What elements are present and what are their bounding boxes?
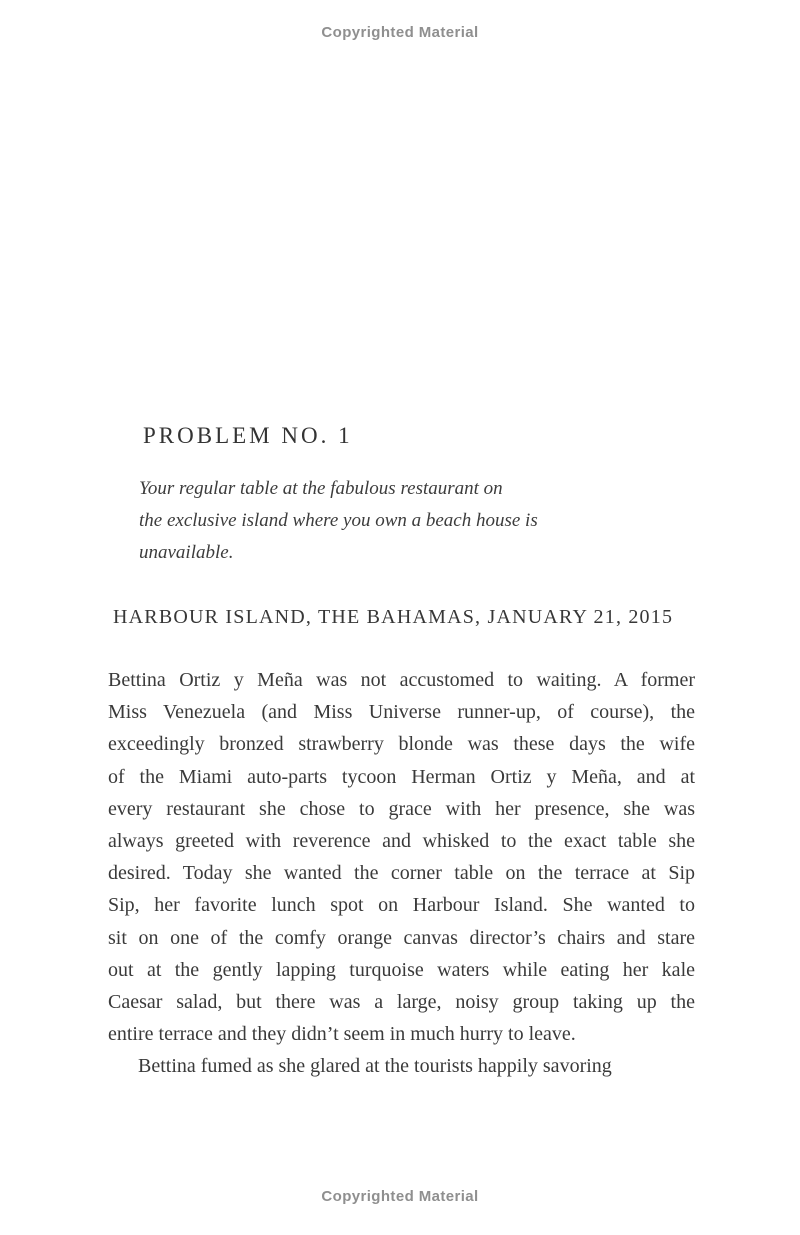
body-line: Bettina Ortiz y Meña was not accustomed to waiting. A former	[108, 669, 695, 691]
epigraph-line: unavailable.	[139, 542, 234, 563]
body-line: out at the gently lapping turquoise waters while eating her kale	[108, 958, 695, 981]
epigraph-line: Your regular table at the fabulous restaurant on	[139, 478, 503, 499]
body-line: always greeted with reverence and whisked to the exact table she	[108, 830, 695, 853]
chapter-epigraph	[139, 473, 538, 569]
body-line: entire terrace and they didn’t seem in much hurry to leave.	[108, 1023, 576, 1046]
body-line: Caesar salad, but there was a large, noisy group taking up the	[108, 991, 695, 1014]
body-line: every restaurant she chose to grace with her presence, she was	[108, 797, 695, 820]
body-line: exceedingly bronzed strawberry blonde was these days the wife	[108, 733, 695, 756]
body-line: Miss Venezuela (and Miss Universe runner-up, of course), the	[108, 701, 695, 724]
body-text	[108, 664, 695, 1083]
body-line: sit on one of the comfy orange canvas director’s chairs and stare	[108, 926, 695, 949]
body-line: Sip, her favorite lunch spot on Harbour Island. She wanted to	[108, 894, 695, 917]
body-line: of the Miami auto-parts tycoon Herman Ortiz y Meña, and at	[108, 765, 695, 788]
chapter-heading: PROBLEM NO. 1	[143, 423, 353, 448]
body-line: Bettina fumed as she glared at the tourists happily savoring	[138, 1055, 612, 1078]
dateline: HARBOUR ISLAND, THE BAHAMAS, JANUARY 21, 2015	[113, 606, 674, 628]
copyright-notice-bottom: Copyrighted Material	[321, 1188, 479, 1205]
copyright-notice-top: Copyrighted Material	[321, 24, 479, 41]
body-line: desired. Today she wanted the corner table on the terrace at Sip	[108, 862, 695, 885]
epigraph-line: the exclusive island where you own a beach house is	[139, 510, 538, 531]
